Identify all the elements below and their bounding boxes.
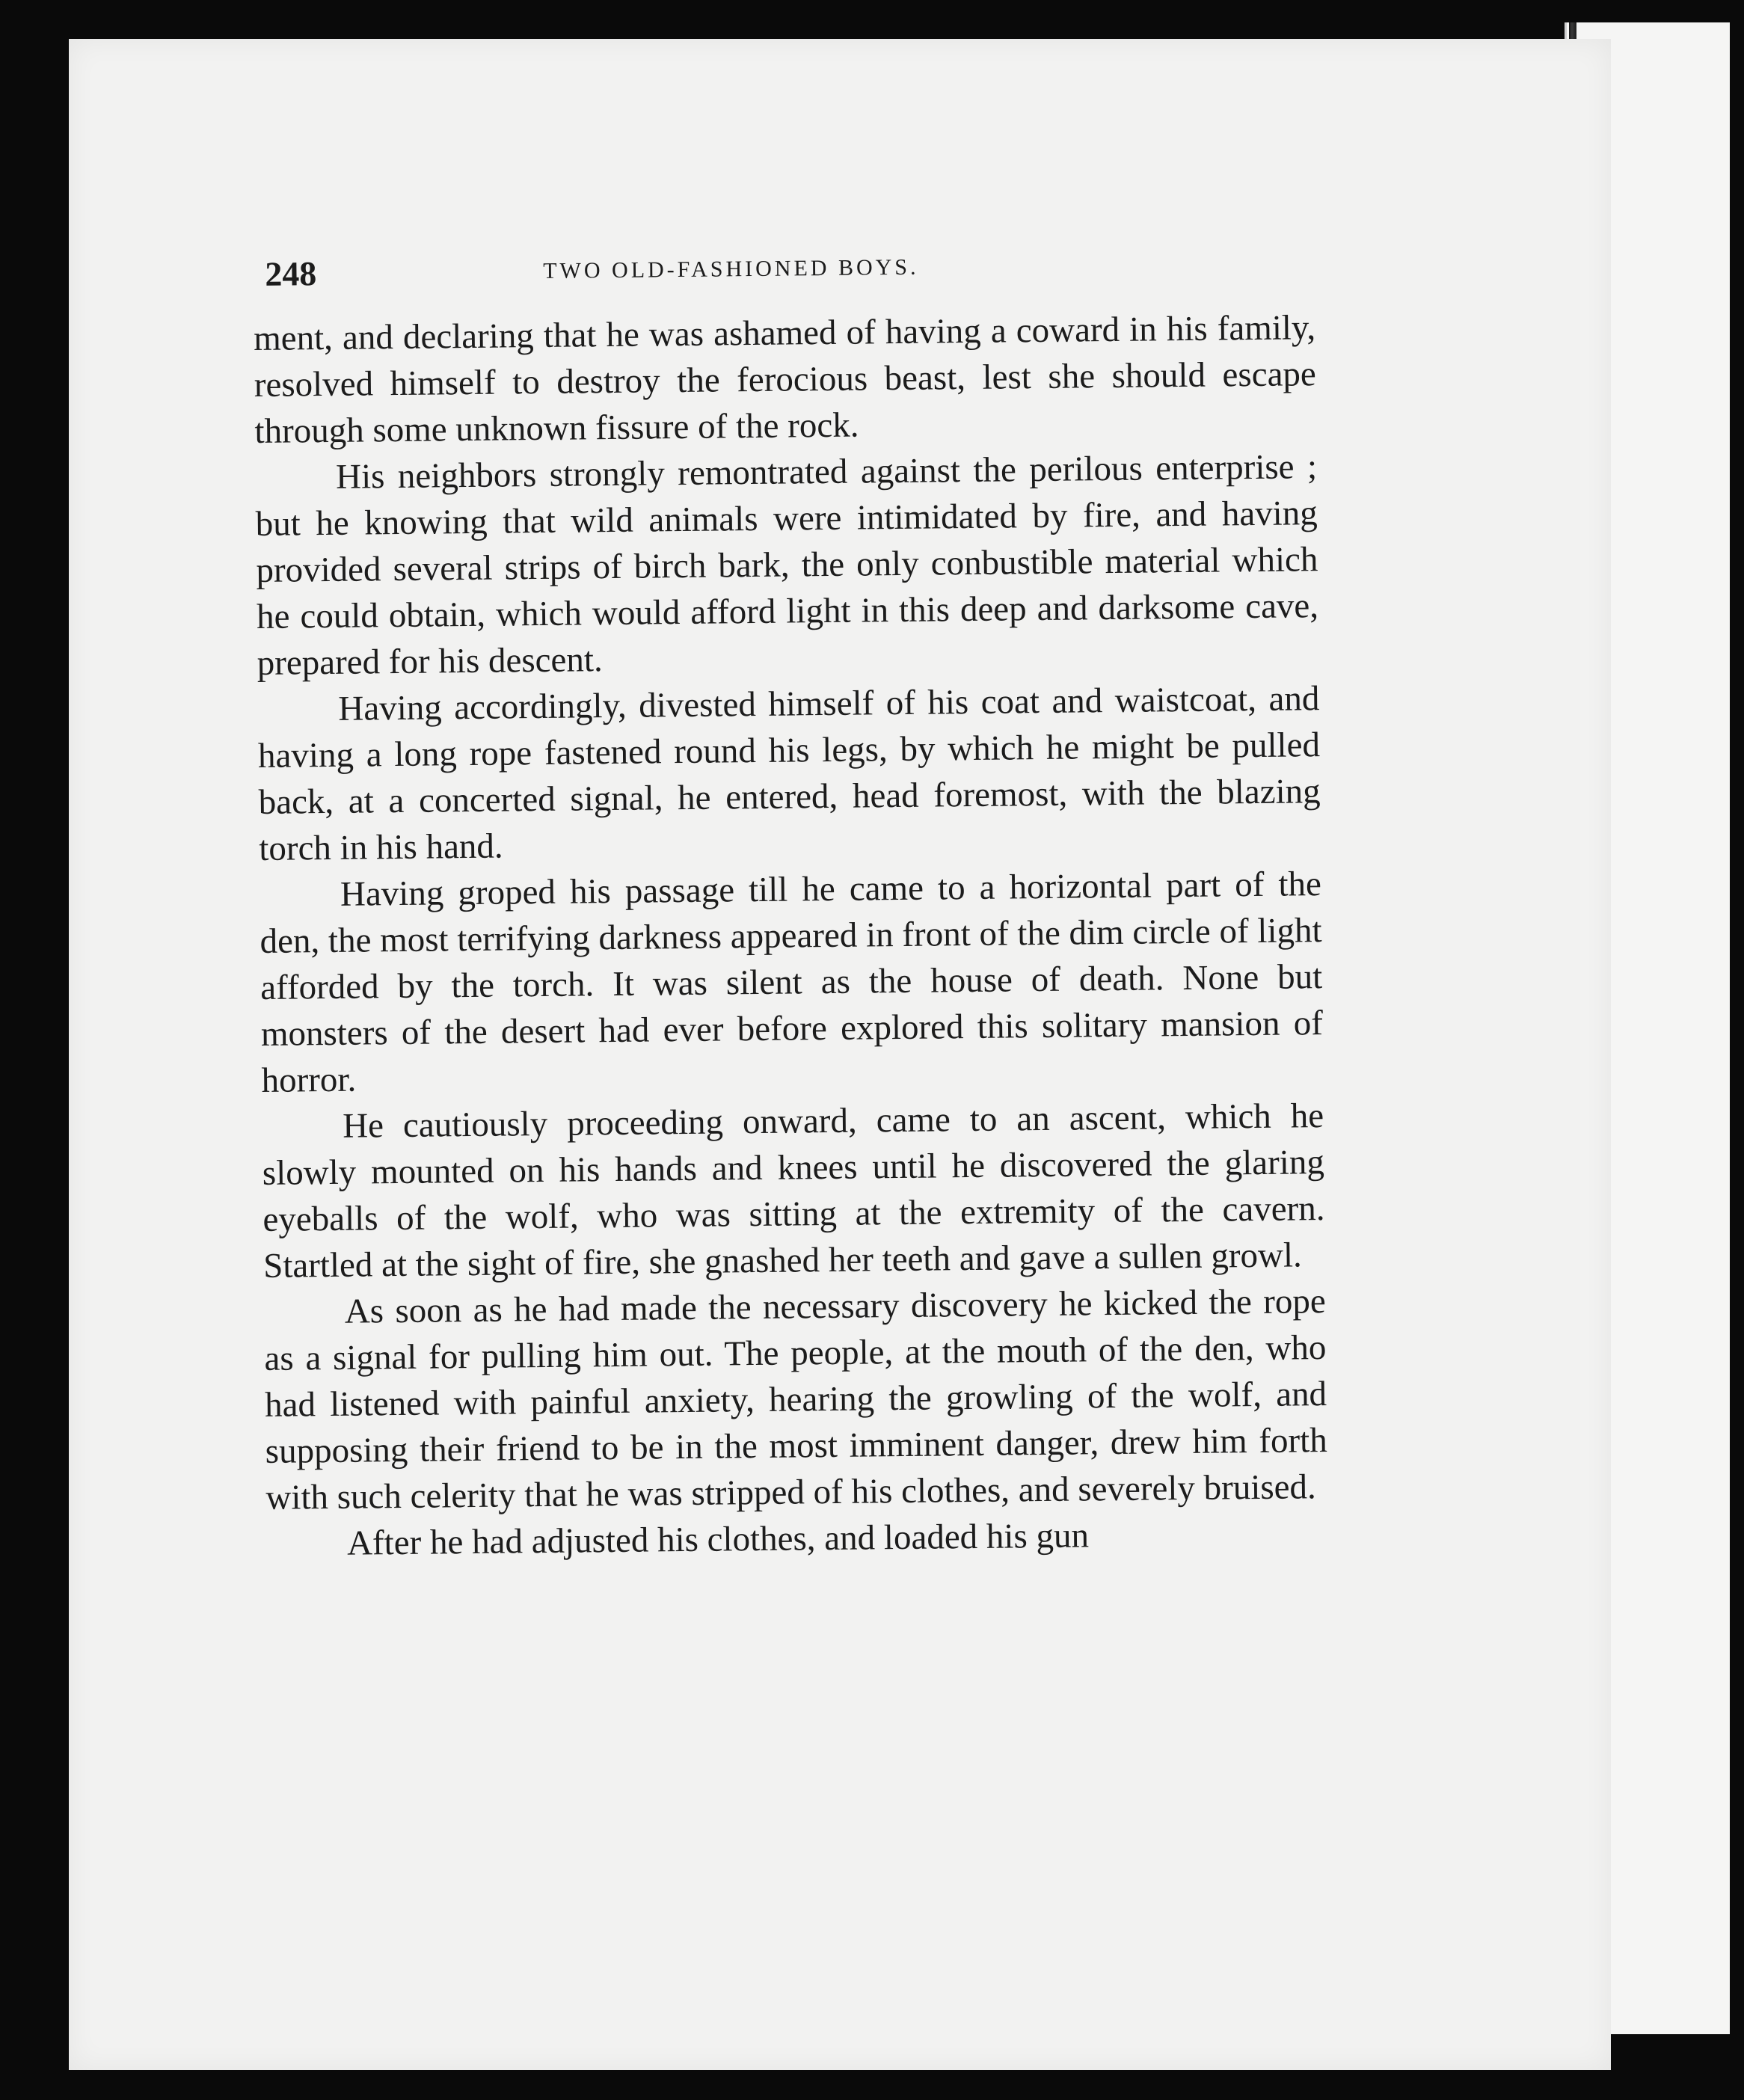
paragraph: Having groped his passage till he came to a horizontal part of the den, the most terrifying darkness appeared in front of the dim circle of light afforded by the torch. It was silent as the house of death. None but monsters of the desert had ever before explored this solitary mansion of horror.	[260, 865, 1324, 1100]
paragraph: As soon as he had made the necessary discovery he kicked the rope as a signal for pulling him out. The people, at the mouth of the den, who had listened with painful anxiety, hearing the growling of the wolf, and supposing their friend to be in the most imminent danger, drew him forth with such celerity that he was stripped of his clothes, and severely bruised.	[264, 1282, 1327, 1517]
paragraph: He cautiously proceeding onward, came to an ascent, which he slowly mounted on his hands and knees until he discovered the glaring eyeballs of the wolf, who was sitting at the extremity of the cavern. Startled at the sight of fire, she gnashed her teeth and gave a sullen growl.	[262, 1096, 1325, 1286]
paragraph: His neighbors strongly remontrated against the perilous enterprise ; but he knowing that wild animals were intimidated by fire, and having provided several strips of birch bark, the only conbustible material which he could obtain, which would afford light in this deep and darksome cave, prepared for his descent.	[255, 447, 1319, 683]
page-text	[253, 243, 1328, 1568]
paragraph: After he had adjusted his clothes, and loaded his gun	[346, 1516, 1090, 1563]
running-head: TWO OLD-FASHIONED BOYS.	[543, 254, 919, 283]
paragraph: ment, and declaring that he was ashamed of having a coward in his family, resolved himself to destroy the ferocious beast, lest she should escape through some unknown fissure of the rock.	[253, 308, 1317, 451]
paragraph: Having accordingly, divested himself of his coat and waistcoat, and having a long rope fastened round his legs, by which he might be pulled back, at a concerted signal, he entered, head foremost, with the blazing torch in his hand.	[257, 679, 1321, 868]
page-number: 248	[265, 254, 317, 293]
